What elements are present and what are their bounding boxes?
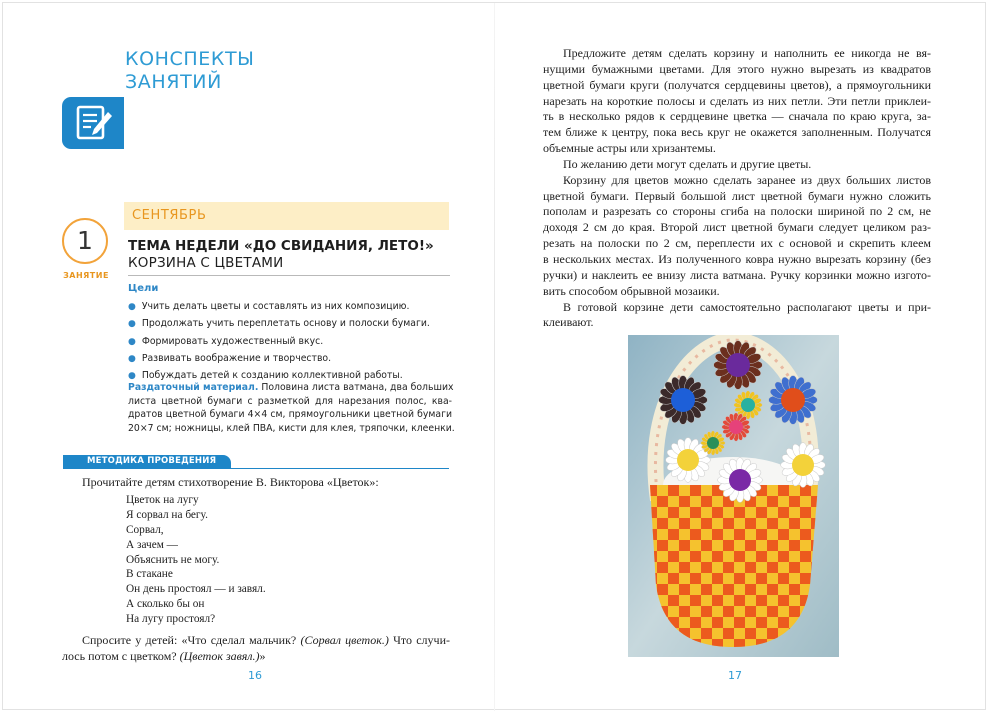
- question-paragraph: [62, 632, 450, 664]
- material-line: 20×7 см; ножницы, клей ПВА, кисти для клея, тряпочки, клеенки.: [128, 422, 455, 434]
- list-item: [128, 317, 453, 334]
- body-line: доходя 2 см до края. Второй лист цветной бумаги следует целиком раз-: [543, 220, 931, 235]
- poem-line: Я сорвал на бегу.: [126, 508, 208, 521]
- right-body-text: [543, 46, 931, 331]
- goal-text: Побуждать детей к созданию коллективной работы.: [141, 370, 403, 382]
- body-line: нущими бумажными цветами. Для этого нужно вырезать из квадратов: [543, 61, 931, 76]
- notes-icon: [75, 104, 115, 142]
- body-line: По желанию дети могут сделать и другие цветы.: [563, 156, 812, 171]
- paper-flower: [769, 376, 818, 425]
- paper-flower: [714, 341, 763, 390]
- goal-text: Учить делать цветы и составлять из них композицию.: [141, 301, 410, 312]
- basket-photo: [628, 335, 839, 657]
- section-title-line: ЗАНЯТИЙ: [125, 71, 222, 93]
- month-label: СЕНТЯБРЬ: [132, 208, 207, 223]
- poem-line: Он день простоял — и завял.: [126, 583, 266, 596]
- body-line: нарезать на короткие полосы и сделать из них петли. Эти петли приклеи-: [543, 93, 931, 108]
- question-text: »: [259, 649, 266, 663]
- basket-flowers-image: [628, 335, 839, 657]
- body-line: Предложите детям сделать корзину и наполнить ее никогда не вя-: [563, 46, 931, 60]
- material-label: Раздаточный материал.: [128, 382, 259, 393]
- book-spread: [2, 2, 986, 710]
- poem-line: А сколько бы он: [126, 598, 205, 611]
- body-line: цветной бумаги. Первый большой лист цветной бумаги нужно сложить: [543, 188, 931, 203]
- goals-list: [128, 300, 453, 386]
- paper-flower: [781, 443, 826, 488]
- notes-badge: [62, 97, 124, 149]
- poem-line: На лугу простоял?: [126, 613, 216, 626]
- material-line: дратов цветной бумаги 4×4 см, прямоугольники цветной бумаги: [128, 409, 452, 421]
- question-text: лось потом с цветком?: [62, 649, 180, 663]
- goals-title: Цели: [128, 283, 159, 294]
- page-number: 16: [248, 669, 262, 682]
- poem-line: Объяснить не могу.: [126, 553, 220, 566]
- body-line: пополам и разрезать со стороны сгиба на полоски шириной по 2 см, не: [543, 204, 931, 219]
- body-line: в нескольких местах. Из полученного ковра нужно вырезать корзину (без: [543, 251, 931, 266]
- bullet-icon: ●: [128, 336, 136, 347]
- question-answer: (Сорвал цветок.): [300, 633, 389, 647]
- section-title: [125, 48, 255, 94]
- lesson-label: ЗАНЯТИЕ: [63, 271, 109, 280]
- handout-material: [128, 381, 455, 435]
- body-line: тем ближе к центру, пока весь круг не окажется заполненным. Получатся: [543, 125, 931, 140]
- bullet-icon: ●: [128, 371, 136, 382]
- bullet-icon: ●: [128, 353, 136, 364]
- body-line: В готовой корзине дети самостоятельно располагают цветы и при-: [563, 299, 931, 314]
- page-number: 17: [728, 669, 742, 682]
- question-text: Что случи-: [388, 633, 451, 647]
- poem-line: Цветок на лугу: [126, 494, 199, 506]
- goal-text: Формировать художественный вкус.: [141, 335, 324, 347]
- goal-text: Развивать воображение и творчество.: [141, 352, 332, 364]
- material-line: листа цветной бумаги с разметкой для нарезания полос, ква-: [128, 395, 452, 407]
- goal-text: Продолжать учить переплетать основу и полоски бумаги.: [141, 318, 430, 330]
- lesson-number: 1: [62, 218, 108, 264]
- section-title-line: КОНСПЕКТЫ: [125, 48, 255, 70]
- material-line: [128, 381, 452, 395]
- theme-subtitle: КОРЗИНА С ЦВЕТАМИ: [128, 255, 284, 271]
- list-item: [128, 352, 453, 369]
- body-line: резать на полоски по 2 см, переплести их с основой и скрепить клеем: [543, 236, 931, 251]
- list-item: [128, 335, 453, 352]
- body-line: ручки) и наклеить ее внизу листа ватмана. Ручку корзинки можно изгото-: [543, 267, 931, 282]
- paper-flower: [701, 431, 725, 455]
- body-line: ть в несколько рядов к сердцевине цветка — сначала по краю круга, за-: [543, 109, 931, 124]
- question-line: [62, 648, 450, 664]
- paper-flower: [659, 376, 708, 425]
- paper-flower: [718, 458, 763, 503]
- bullet-icon: ●: [128, 302, 136, 312]
- question-line: [62, 632, 450, 648]
- body-line: Корзину для цветов можно сделать заранее из двух больших листов: [563, 172, 931, 187]
- material-text: Половина листа ватмана, два больших: [261, 382, 454, 393]
- body-line: цветной бумаги круги (получатся сердцевины цветов), а прямоугольники: [543, 77, 931, 92]
- body-line: объемные астры или хризантемы.: [543, 141, 716, 156]
- poem-line: Сорвал,: [126, 523, 164, 536]
- body-line: клеивают.: [543, 315, 594, 330]
- month-bar: [124, 202, 449, 230]
- poem-line: В стакане: [126, 568, 173, 581]
- page-gutter: [494, 3, 495, 711]
- method-header: [63, 455, 231, 469]
- list-item: [128, 300, 453, 317]
- poem: [126, 493, 266, 627]
- bullet-icon: ●: [128, 319, 136, 330]
- body-line: вить способом обрывной мозаики.: [543, 283, 720, 298]
- paper-flower: [722, 413, 751, 442]
- method-header-label: МЕТОДИКА ПРОВЕДЕНИЯ: [87, 456, 217, 466]
- poem-line: А зачем —: [126, 538, 178, 551]
- divider: [128, 275, 450, 276]
- theme-title: ТЕМА НЕДЕЛИ «ДО СВИДАНИЯ, ЛЕТО!»: [128, 238, 434, 254]
- question-text: Спросите у детей: «Что сделал мальчик?: [82, 633, 301, 647]
- intro-text: Прочитайте детям стихотворение В. Викторова «Цветок»:: [82, 475, 379, 489]
- question-answer: (Цветок завял.): [179, 649, 260, 663]
